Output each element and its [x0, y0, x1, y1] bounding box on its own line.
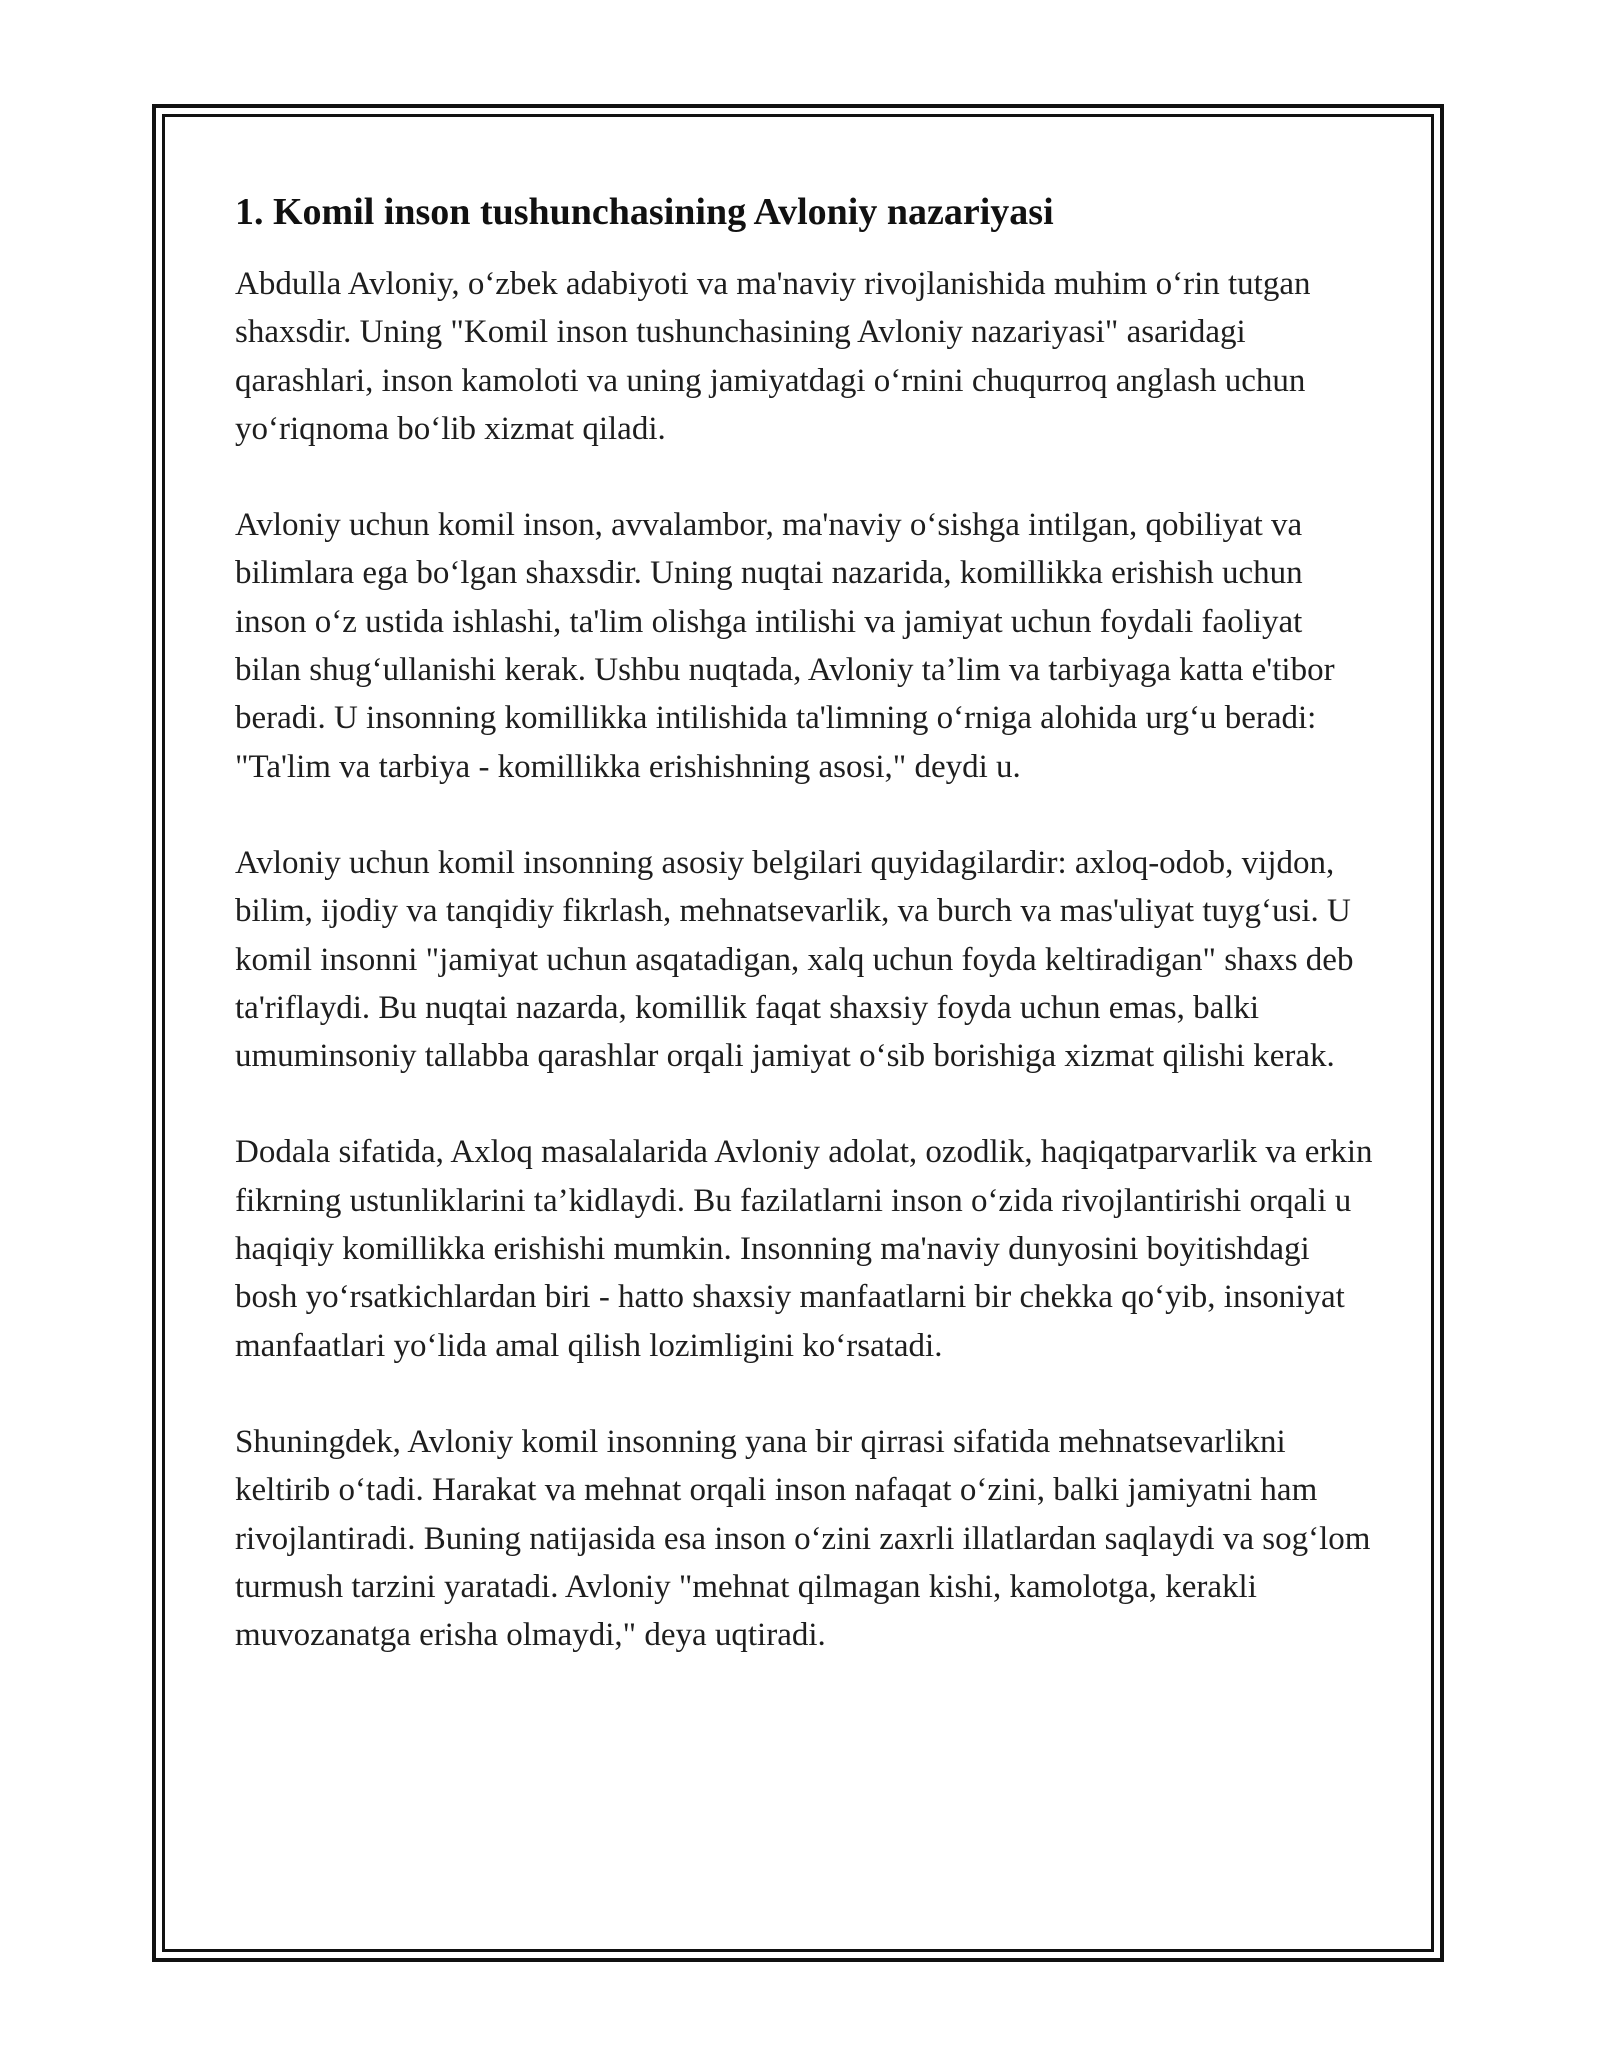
section-title: 1. Komil inson tushunchasining Avloniy nazariyasi — [235, 191, 1054, 233]
paragraph-4: Dodala sifatida, Axloq masalalarida Avloniy adolat, ozodlik, haqiqatparvarlik va erkin fikrning ustunliklarini ta’kidlaydi. Bu fazilatlarni inson oʻzida rivojlantirishi orqali u haqiqiy komillikka erishishi mumkin. Insonning ma'naviy dunyosini boyitishdagi bosh yoʻrsatkichlardan biri - hatto shaxsiy manfaatlarni bir chekka qoʻyib, insoniyat manfaatlari yoʻlida amal qilish lozimligini koʻrsatadi. — [235, 1134, 1373, 1364]
paragraph-1: Abdulla Avloniy, oʻzbek adabiyoti va ma'naviy rivojlanishida muhim oʻrin tutgan shaxsdir. Uning "Komil inson tushunchasining Avloniy nazariyasi" asaridagi qarashlari, inson kamoloti va uning jamiyatdagi oʻrnini chuqurroq anglash uchun yoʻriqnoma boʻlib xizmat qiladi. — [235, 266, 1311, 447]
paragraph-5: Shuningdek, Avloniy komil insonning yana bir qirrasi sifatida mehnatsevarlikni keltirib oʻtadi. Harakat va mehnat orqali inson nafaqat oʻzini, balki jamiyatni ham rivojlantiradi. Buning natijasida esa inson oʻzini zaxrli illatlardan saqlaydi va sogʻlom turmush tarzini yaratadi. Avloniy "mehnat qilmagan kishi, kamolotga, kerakli muvozanatga erisha olmaydi," deya uqtiradi. — [235, 1423, 1371, 1654]
paragraph-2: Avloniy uchun komil inson, avvalambor, ma'naviy oʻsishga intilgan, qobiliyat va bilimlara ega boʻlgan shaxsdir. Uning nuqtai nazarida, komillikka erishish uchun inson oʻz ustida ishlashi, ta'lim olishga intilishi va jamiyat uchun foydali faoliyat bilan shugʻullanishi kerak. Ushbu nuqtada, Avloniy ta’lim va tarbiyaga katta e'tibor beradi. U insonning komillikka intilishida ta'limning oʻrniga alohida urgʻu beradi: "Ta'lim va tarbiya - komillikka erishishning asosi," deydi u. — [235, 507, 1335, 785]
paragraph-3: Avloniy uchun komil insonning asosiy belgilari quyidagilardir: axloq-odob, vijdon, bilim, ijodiy va tanqidiy fikrlash, mehnatsevarlik, va burch va mas'uliyat tuygʻusi. U komil insonni "jamiyat uchun asqatadigan, xalq uchun foyda keltiradigan" shaxs deb ta'riflaydi. Bu nuqtai nazarda, komillik faqat shaxsiy foyda uchun emas, balki umuminsoniy tallabba qarashlar orqali jamiyat oʻsib borishiga xizmat qilishi kerak. — [235, 844, 1354, 1075]
document-body — [235, 188, 1375, 1707]
